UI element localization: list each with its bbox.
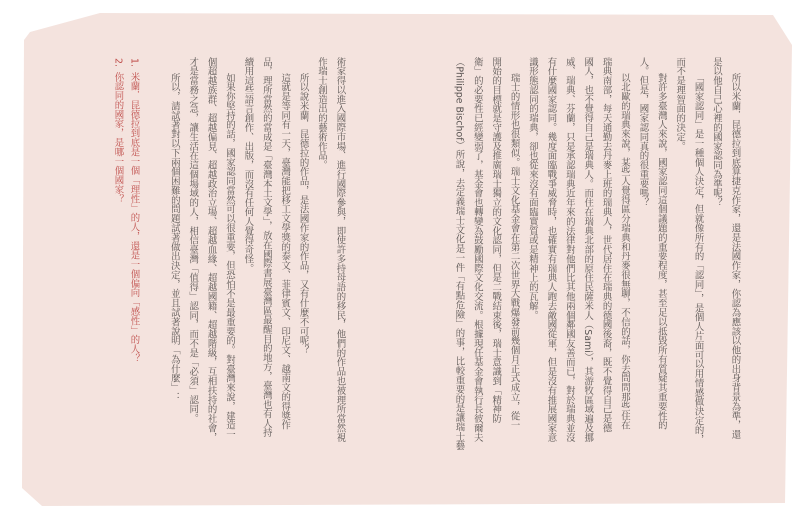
text-line: 是以他自己心裡的國家認同為準呢？: [711, 57, 722, 208]
question-number: 2.: [112, 58, 124, 67]
text-line: 如果你堅持的話，國家認同當然可以很重要，但恐怕不是最重要的。對臺灣來說，建造一: [224, 73, 235, 440]
text-line: 術家得以進入國際市場、進行國際參與，即使許多持母語的移民，他們的作品也被理所當然視: [334, 57, 346, 442]
text-line: 開始的目標就是守護及推廣瑞士獨立的文化認同，但是二戰結束後，瑞士意識到「精神防: [490, 57, 502, 424]
text-line: 瑞士的情形也很類似。瑞士文化基金會在第二次世界大戰爆發前幾個月正式成立，從一: [508, 73, 520, 430]
question-number: 1.: [128, 58, 140, 67]
text-line: 才是當務之急，讓生活在這個場域的人，相信臺灣「值得」認同，而不是「必須」認同。: [187, 57, 199, 424]
text-line: 有什麼國家認同。幾度面臨戰爭威脅時，也確實有瑞典人跑去敵國從軍，但是沒有推展國家意: [545, 57, 557, 442]
question-text: 你認同的國家，是哪一個國家？: [112, 72, 124, 204]
text-line: 人。但是，國家認同真的很重要嗎？: [637, 57, 649, 208]
text-line: 所以，請試著對以下兩個困難的問題試著做出決定，並且試著說明「為什麼」：: [168, 73, 180, 402]
text-line: 國人，也不覺得自己是瑞典人。而住在瑞典北部的原住民薩米人（Sami），其游牧區域遍及挪: [582, 57, 594, 442]
text-line: 對許多臺灣人來說，國家認同這個議題的重要程度，甚至足以抵毀所有質疑其重要性的: [655, 73, 667, 430]
text-line: 作瑞士創造出的藝術作品。: [316, 57, 327, 170]
text-line: 「國家認同」是一種個人決定，但就像所有的「認同」，是個人片面可以用情感做決定的，: [692, 73, 704, 444]
question-text: 米蘭．昆德拉到底是一個「理性」的人，還是一個偏向「感性」的人？: [128, 72, 140, 364]
text-line: 個超越族群、超越偏見、超越政治立場、超越血緣、超越國籍、超越階級，互相扶持的社會，: [205, 57, 217, 442]
text-line: 續用這些語言創作、出版，而沒有任何人覺得奇怪。: [242, 57, 254, 273]
text-line: 以北歐的瑞典來說，某些人覺得區分瑞典和丹麥很無聊，不信的話，你去問問那些住在: [619, 73, 630, 430]
text-line: 識形態認同的瑞典，卻也從來沒有面臨實質或是精神上的瓦解。: [527, 57, 538, 320]
text-line: 而不是理智面的決定。: [674, 57, 686, 151]
text-line: 品，理所當然的當成是「臺灣本土文學」，放在國際書展臺灣區最醒目的地方，臺灣也有人持: [260, 57, 272, 438]
text-line: 這就是等同有一天，臺灣能把移工文學獎的泰文、菲律賓文、印尼文、越南文的得獎作: [279, 73, 291, 430]
text-line: （Philippe Bischof）所說，去定義瑞士文化是一件「有點危險」的事，比較重要的是讓瑞士藝: [453, 57, 465, 451]
text-line: 威、瑞典、芬蘭，只是承認瑞典近年來的法律對他們比其他兩個鄰國友善而已，對於瑞典並沒: [563, 57, 575, 442]
text-line: 所以說米蘭．昆德拉的作品，是法國作家的作品，又有什麼不可呢？: [297, 73, 309, 355]
text-line: 瑞典南部，每天通勤去丹麥上班的瑞典人，世代居住在瑞典的德國後裔，既不覺得自己是德: [600, 57, 612, 433]
text-line: 衛」的必要性已經變弱了，基金會也轉變為鼓勵國際文化交流。根據現任基金會執行長彼爾夫: [471, 57, 483, 442]
text-line: 所以米蘭．昆德拉到底算捷克作家，還是法國作家，你認為應該以他的出身背景為準，還: [729, 73, 741, 440]
